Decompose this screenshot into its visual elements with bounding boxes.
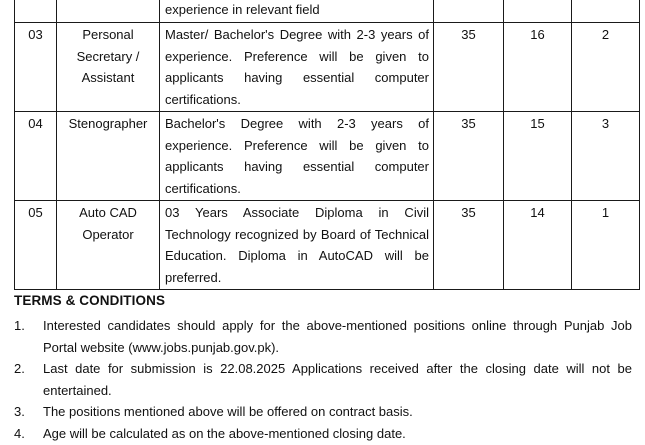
bps-cell: 15 [504,112,572,201]
post-cell: Personal Secretary / Assistant [57,23,160,112]
table-row [15,23,640,112]
age-cell [434,0,504,23]
terms-item [14,423,632,445]
terms-item [14,401,632,423]
terms-heading: TERMS & CONDITIONS [14,293,166,308]
terms-item-text: Last date for submission is 22.08.2025 Applications received after the closing date will not be entertained. [43,361,632,398]
bps-cell [504,0,572,23]
posts-count-cell: 2 [572,23,640,112]
sno-cell [15,0,57,23]
age-cell: 35 [434,112,504,201]
table-row [15,112,640,201]
terms-item-number: 4. [14,425,25,441]
terms-item-number: 2. [14,361,25,376]
bps-cell: 16 [504,23,572,112]
terms-item-text: Age will be calculated as on the above-mentioned closing date. [43,425,406,441]
terms-item [14,358,632,401]
posts-count-cell: 3 [572,112,640,201]
qualification-cell: 03 Years Associate Diploma in Civil Technology recognized by Board of Technical Education. Diploma in AutoCAD will be preferred. [160,201,434,290]
posts-count-cell [572,0,640,23]
table-row [15,0,640,23]
terms-list [14,315,632,444]
posts-count-cell: 1 [572,201,640,290]
terms-item [14,315,632,358]
post-cell: Stenographer [57,112,160,201]
qualification-cell: Master/ Bachelor's Degree with 2-3 years of experience. Preference will be given to applicants having essential computer certifications. [160,23,434,112]
terms-item-text: The positions mentioned above will be offered on contract basis. [43,404,413,419]
positions-table [14,0,640,290]
sno-cell: 03 [15,23,57,112]
terms-item-number: 1. [14,318,25,333]
post-cell: Auto CAD Operator [57,201,160,290]
qualification-cell: experience in relevant field [160,0,434,23]
sno-cell: 05 [15,201,57,290]
bps-cell: 14 [504,201,572,290]
terms-item-number: 3. [14,404,25,419]
qualification-cell: Bachelor's Degree with 2-3 years of experience. Preference will be given to applicants having essential computer certifications. [160,112,434,201]
terms-item-text: Interested candidates should apply for the above-mentioned positions online through Punjab Job Portal website (www.jobs.punjab.gov.pk). [43,318,632,355]
post-cell [57,0,160,23]
age-cell: 35 [434,201,504,290]
sno-cell: 04 [15,112,57,201]
age-cell: 35 [434,23,504,112]
table-row [15,201,640,290]
